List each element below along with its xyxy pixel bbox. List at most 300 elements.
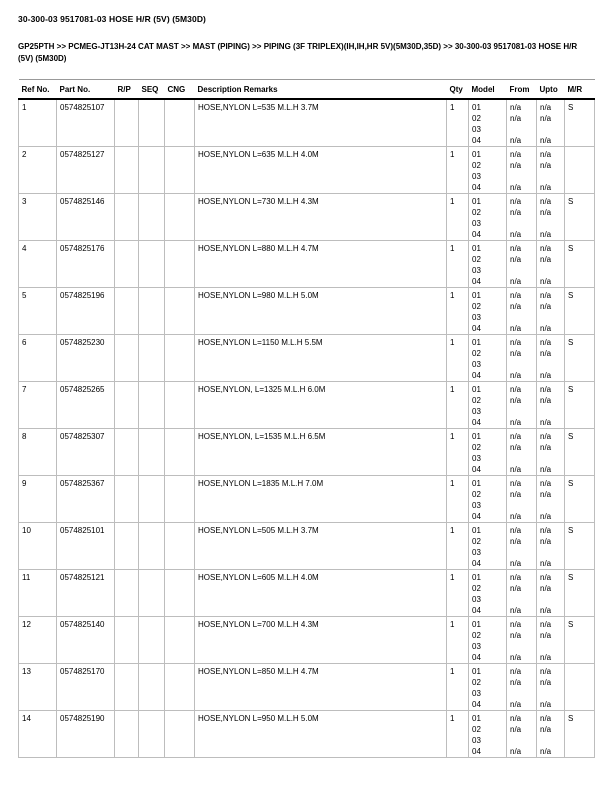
upto-cell: [537, 99, 565, 147]
upto-cell: [537, 382, 565, 429]
from-cell-line: n/a: [510, 136, 522, 145]
seq-cell-line: [142, 196, 161, 207]
upto-cell-line: [540, 218, 561, 229]
seq-cell-line: [142, 337, 161, 348]
model-cell: [469, 99, 507, 147]
from-cell-line: [510, 312, 533, 323]
from-cell-line: n/a: [510, 385, 522, 394]
model-cell-line: 03: [472, 313, 481, 322]
from-cell-line: n/a: [510, 537, 522, 546]
part-no-cell-line: 0574825190: [60, 714, 105, 723]
upto-cell-line: [540, 453, 561, 464]
description-cell-line: HOSE,NYLON L=700 M.L.H 4.3M: [198, 620, 319, 629]
col-header-part-no: Part No.: [57, 80, 115, 100]
qty-cell: [447, 711, 469, 758]
seq-cell: [139, 99, 165, 147]
from-cell-line: n/a: [510, 631, 522, 640]
part-no-cell-line: 0574825127: [60, 150, 105, 159]
from-cell-line: [510, 688, 533, 699]
col-header-cng: CNG: [165, 80, 195, 100]
from-cell-line: n/a: [510, 606, 522, 615]
from-cell-line: n/a: [510, 584, 522, 593]
model-cell-line: 04: [472, 700, 481, 709]
rp-cell: [115, 570, 139, 617]
qty-cell-line: 1: [450, 714, 455, 723]
model-cell-line: 03: [472, 125, 481, 134]
model-cell-line: 02: [472, 302, 481, 311]
upto-cell-line: n/a: [540, 620, 552, 629]
rp-cell-line: [118, 384, 135, 395]
seq-cell-line: [142, 478, 161, 489]
ref-no-cell: [19, 241, 57, 288]
upto-cell-line: n/a: [540, 302, 552, 311]
from-cell-line: n/a: [510, 700, 522, 709]
mr-cell: [565, 570, 595, 617]
description-cell: [195, 664, 447, 711]
rp-cell: [115, 429, 139, 476]
rp-cell: [115, 664, 139, 711]
seq-cell-line: [142, 384, 161, 395]
upto-cell-line: n/a: [540, 255, 552, 264]
qty-cell: [447, 664, 469, 711]
upto-cell-line: n/a: [540, 678, 552, 687]
breadcrumb: GP25PTH >> PCMEG-JT13H-24 CAT MAST >> MAST (PIPING) >> PIPING (3F TRIPLEX)(IH,IH,HR 5V)(5M30D,35D) >> 30-300-03 9517081-03 HOSE H/R (5V) (5M30D): [18, 42, 578, 63]
description-cell: [195, 147, 447, 194]
mr-cell-line: S: [568, 244, 574, 253]
mr-cell: [565, 288, 595, 335]
qty-cell-line: 1: [450, 667, 455, 676]
from-cell-line: n/a: [510, 255, 522, 264]
rp-cell-line: [118, 713, 135, 724]
cng-cell-line: [168, 384, 191, 395]
mr-cell-line: S: [568, 573, 574, 582]
part-no-cell: [57, 711, 115, 758]
model-cell: [469, 382, 507, 429]
from-cell-line: n/a: [510, 620, 522, 629]
model-cell-line: 03: [472, 548, 481, 557]
ref-no-cell-line: 14: [22, 714, 31, 723]
from-cell-line: n/a: [510, 443, 522, 452]
upto-cell-line: n/a: [540, 324, 552, 333]
upto-cell-line: n/a: [540, 443, 552, 452]
qty-cell-line: 1: [450, 385, 455, 394]
from-cell-line: n/a: [510, 230, 522, 239]
model-cell-line: 04: [472, 747, 481, 756]
part-no-cell: [57, 429, 115, 476]
description-cell: [195, 570, 447, 617]
description-cell: [195, 523, 447, 570]
col-header-rp: R/P: [115, 80, 139, 100]
cng-cell-line: [168, 196, 191, 207]
col-header-description-remarks: Description Remarks: [195, 80, 447, 100]
ref-no-cell-line: 4: [22, 244, 27, 253]
qty-cell: [447, 335, 469, 382]
from-cell: [507, 570, 537, 617]
rp-cell: [115, 194, 139, 241]
qty-cell: [447, 429, 469, 476]
from-cell-line: [510, 547, 533, 558]
model-cell: [469, 476, 507, 523]
cng-cell: [165, 570, 195, 617]
description-cell: [195, 429, 447, 476]
model-cell-line: 01: [472, 291, 481, 300]
model-cell-line: 02: [472, 349, 481, 358]
col-header-ref-no: Ref No.: [19, 80, 57, 100]
rp-cell: [115, 711, 139, 758]
part-no-cell: [57, 194, 115, 241]
from-cell-line: [510, 735, 533, 746]
qty-cell-line: 1: [450, 573, 455, 582]
description-cell: [195, 711, 447, 758]
model-cell: [469, 664, 507, 711]
description-cell: [195, 335, 447, 382]
model-cell-line: 04: [472, 653, 481, 662]
from-cell-line: n/a: [510, 150, 522, 159]
mr-cell-line: [568, 149, 591, 160]
cng-cell: [165, 476, 195, 523]
seq-cell-line: [142, 666, 161, 677]
upto-cell: [537, 476, 565, 523]
part-no-cell-line: 0574825176: [60, 244, 105, 253]
from-cell-line: n/a: [510, 653, 522, 662]
description-cell: [195, 194, 447, 241]
from-cell-line: [510, 453, 533, 464]
mr-cell: [565, 429, 595, 476]
rp-cell: [115, 476, 139, 523]
qty-cell: [447, 476, 469, 523]
from-cell-line: n/a: [510, 667, 522, 676]
rp-cell-line: [118, 666, 135, 677]
part-no-cell: [57, 382, 115, 429]
cng-cell-line: [168, 290, 191, 301]
part-no-cell: [57, 241, 115, 288]
upto-cell-line: n/a: [540, 291, 552, 300]
seq-cell-line: [142, 431, 161, 442]
from-cell: [507, 664, 537, 711]
rp-cell: [115, 147, 139, 194]
upto-cell-line: n/a: [540, 559, 552, 568]
part-no-cell: [57, 288, 115, 335]
upto-cell-line: n/a: [540, 465, 552, 474]
table-row: [19, 429, 595, 476]
part-no-cell-line: 0574825170: [60, 667, 105, 676]
upto-cell-line: [540, 547, 561, 558]
model-cell-line: 01: [472, 620, 481, 629]
mr-cell-line: S: [568, 385, 574, 394]
model-cell: [469, 429, 507, 476]
mr-cell: [565, 476, 595, 523]
upto-cell-line: [540, 641, 561, 652]
mr-cell: [565, 664, 595, 711]
mr-cell-line: S: [568, 338, 574, 347]
model-cell-line: 03: [472, 501, 481, 510]
ref-no-cell: [19, 335, 57, 382]
ref-no-cell-line: 13: [22, 667, 31, 676]
upto-cell: [537, 194, 565, 241]
qty-cell: [447, 288, 469, 335]
description-cell-line: HOSE,NYLON L=850 M.L.H 4.7M: [198, 667, 319, 676]
upto-cell-line: n/a: [540, 277, 552, 286]
upto-cell-line: n/a: [540, 338, 552, 347]
ref-no-cell-line: 5: [22, 291, 27, 300]
part-no-cell-line: 0574825265: [60, 385, 105, 394]
qty-cell-line: 1: [450, 526, 455, 535]
model-cell-line: 02: [472, 584, 481, 593]
col-header-from: From: [507, 80, 537, 100]
upto-cell-line: [540, 500, 561, 511]
description-cell-line: HOSE,NYLON L=730 M.L.H 4.3M: [198, 197, 319, 206]
upto-cell-line: n/a: [540, 667, 552, 676]
mr-cell-line: S: [568, 197, 574, 206]
upto-cell-line: n/a: [540, 150, 552, 159]
cng-cell-line: [168, 149, 191, 160]
mr-cell: [565, 382, 595, 429]
from-cell-line: n/a: [510, 183, 522, 192]
cng-cell: [165, 429, 195, 476]
seq-cell: [139, 570, 165, 617]
cng-cell: [165, 711, 195, 758]
upto-cell: [537, 147, 565, 194]
model-cell-line: 04: [472, 465, 481, 474]
upto-cell: [537, 523, 565, 570]
from-cell-line: [510, 406, 533, 417]
seq-cell-line: [142, 713, 161, 724]
model-cell-line: 02: [472, 255, 481, 264]
from-cell: [507, 194, 537, 241]
description-cell: [195, 241, 447, 288]
description-cell-line: HOSE,NYLON L=950 M.L.H 5.0M: [198, 714, 319, 723]
from-cell-line: n/a: [510, 465, 522, 474]
table-row: [19, 288, 595, 335]
upto-cell: [537, 664, 565, 711]
from-cell-line: [510, 641, 533, 652]
description-cell: [195, 382, 447, 429]
mr-cell: [565, 711, 595, 758]
from-cell-line: n/a: [510, 371, 522, 380]
from-cell-line: [510, 359, 533, 370]
from-cell: [507, 99, 537, 147]
table-row: [19, 194, 595, 241]
upto-cell-line: n/a: [540, 103, 552, 112]
rp-cell-line: [118, 149, 135, 160]
cng-cell-line: [168, 102, 191, 113]
description-cell: [195, 476, 447, 523]
qty-cell-line: 1: [450, 150, 455, 159]
col-header-mr: M/R: [565, 80, 595, 100]
model-cell-line: 01: [472, 479, 481, 488]
qty-cell: [447, 99, 469, 147]
rp-cell-line: [118, 525, 135, 536]
model-cell: [469, 617, 507, 664]
model-cell-line: 01: [472, 338, 481, 347]
seq-cell-line: [142, 290, 161, 301]
model-cell-line: 04: [472, 324, 481, 333]
mr-cell-line: S: [568, 526, 574, 535]
seq-cell-line: [142, 619, 161, 630]
upto-cell-line: n/a: [540, 244, 552, 253]
qty-cell: [447, 147, 469, 194]
model-cell-line: 04: [472, 606, 481, 615]
model-cell-line: 03: [472, 642, 481, 651]
upto-cell-line: n/a: [540, 537, 552, 546]
description-cell-line: HOSE,NYLON L=505 M.L.H 3.7M: [198, 526, 319, 535]
from-cell: [507, 711, 537, 758]
rp-cell-line: [118, 431, 135, 442]
model-cell-line: 03: [472, 736, 481, 745]
upto-cell-line: n/a: [540, 725, 552, 734]
qty-cell-line: 1: [450, 197, 455, 206]
upto-cell-line: n/a: [540, 479, 552, 488]
seq-cell: [139, 288, 165, 335]
part-no-cell: [57, 570, 115, 617]
description-cell: [195, 288, 447, 335]
qty-cell-line: 1: [450, 479, 455, 488]
upto-cell-line: n/a: [540, 631, 552, 640]
from-cell-line: n/a: [510, 208, 522, 217]
mr-cell-line: S: [568, 291, 574, 300]
from-cell-line: n/a: [510, 197, 522, 206]
upto-cell-line: [540, 688, 561, 699]
upto-cell-line: n/a: [540, 161, 552, 170]
rp-cell-line: [118, 478, 135, 489]
ref-no-cell: [19, 429, 57, 476]
upto-cell-line: n/a: [540, 371, 552, 380]
from-cell-line: n/a: [510, 490, 522, 499]
from-cell-line: n/a: [510, 103, 522, 112]
upto-cell-line: [540, 359, 561, 370]
upto-cell: [537, 617, 565, 664]
ref-no-cell-line: 1: [22, 103, 27, 112]
from-cell-line: n/a: [510, 512, 522, 521]
table-row: [19, 664, 595, 711]
model-cell-line: 03: [472, 454, 481, 463]
mr-cell: [565, 99, 595, 147]
seq-cell: [139, 711, 165, 758]
model-cell: [469, 194, 507, 241]
model-cell-line: 01: [472, 432, 481, 441]
from-cell-line: [510, 594, 533, 605]
model-cell-line: 03: [472, 360, 481, 369]
ref-no-cell: [19, 99, 57, 147]
description-cell-line: HOSE,NYLON L=1150 M.L.H 5.5M: [198, 338, 323, 347]
qty-cell: [447, 241, 469, 288]
upto-cell: [537, 711, 565, 758]
rp-cell: [115, 99, 139, 147]
table-row: [19, 382, 595, 429]
ref-no-cell-line: 12: [22, 620, 31, 629]
qty-cell-line: 1: [450, 620, 455, 629]
from-cell-line: n/a: [510, 432, 522, 441]
ref-no-cell-line: 3: [22, 197, 27, 206]
table-row: [19, 147, 595, 194]
seq-cell: [139, 147, 165, 194]
qty-cell-line: 1: [450, 338, 455, 347]
table-row: [19, 335, 595, 382]
seq-cell: [139, 194, 165, 241]
table-row: [19, 570, 595, 617]
description-cell: [195, 617, 447, 664]
model-cell-line: 03: [472, 219, 481, 228]
from-cell-line: n/a: [510, 338, 522, 347]
mr-cell-line: S: [568, 479, 574, 488]
upto-cell-line: [540, 594, 561, 605]
qty-cell-line: 1: [450, 103, 455, 112]
ref-no-cell: [19, 570, 57, 617]
col-header-seq: SEQ: [139, 80, 165, 100]
model-cell: [469, 147, 507, 194]
from-cell-line: n/a: [510, 396, 522, 405]
part-no-cell: [57, 476, 115, 523]
part-no-cell: [57, 147, 115, 194]
upto-cell-line: n/a: [540, 747, 552, 756]
upto-cell-line: n/a: [540, 183, 552, 192]
model-cell-line: 04: [472, 559, 481, 568]
cng-cell: [165, 382, 195, 429]
qty-cell-line: 1: [450, 291, 455, 300]
seq-cell: [139, 241, 165, 288]
seq-cell: [139, 617, 165, 664]
from-cell: [507, 429, 537, 476]
upto-cell: [537, 335, 565, 382]
seq-cell-line: [142, 572, 161, 583]
ref-no-cell: [19, 711, 57, 758]
upto-cell-line: [540, 124, 561, 135]
rp-cell: [115, 382, 139, 429]
table-row: [19, 711, 595, 758]
mr-cell-line: S: [568, 432, 574, 441]
model-cell-line: 01: [472, 244, 481, 253]
cng-cell: [165, 335, 195, 382]
cng-cell-line: [168, 572, 191, 583]
from-cell: [507, 523, 537, 570]
seq-cell: [139, 523, 165, 570]
upto-cell-line: n/a: [540, 385, 552, 394]
cng-cell: [165, 617, 195, 664]
upto-cell-line: [540, 406, 561, 417]
upto-cell-line: n/a: [540, 584, 552, 593]
from-cell-line: n/a: [510, 161, 522, 170]
upto-cell: [537, 570, 565, 617]
rp-cell-line: [118, 619, 135, 630]
model-cell-line: 02: [472, 678, 481, 687]
rp-cell-line: [118, 102, 135, 113]
from-cell-line: n/a: [510, 714, 522, 723]
cng-cell-line: [168, 337, 191, 348]
qty-cell: [447, 382, 469, 429]
ref-no-cell: [19, 382, 57, 429]
from-cell: [507, 147, 537, 194]
model-cell: [469, 570, 507, 617]
from-cell: [507, 476, 537, 523]
part-no-cell-line: 0574825101: [60, 526, 105, 535]
col-header-upto: Upto: [537, 80, 565, 100]
ref-no-cell-line: 6: [22, 338, 27, 347]
model-cell-line: 04: [472, 512, 481, 521]
description-cell: [195, 99, 447, 147]
from-cell-line: [510, 218, 533, 229]
from-cell-line: n/a: [510, 302, 522, 311]
ref-no-cell: [19, 617, 57, 664]
upto-cell-line: n/a: [540, 349, 552, 358]
parts-table: [18, 79, 595, 758]
ref-no-cell: [19, 147, 57, 194]
model-cell: [469, 241, 507, 288]
upto-cell: [537, 288, 565, 335]
upto-cell-line: n/a: [540, 653, 552, 662]
upto-cell: [537, 429, 565, 476]
rp-cell: [115, 335, 139, 382]
table-row: [19, 476, 595, 523]
